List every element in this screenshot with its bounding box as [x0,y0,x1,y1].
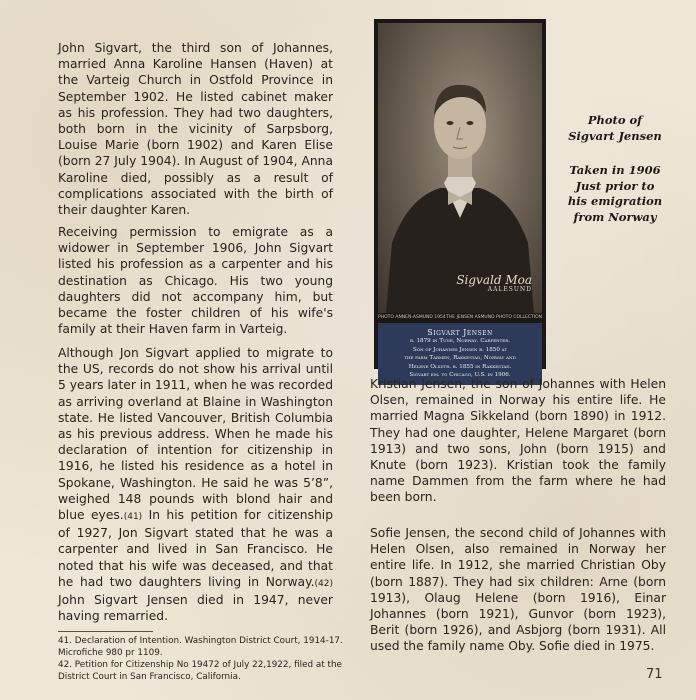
footnote-42: 42. Petition for Citizenship No 19472 of July 22,1922, filed at the District Court in San Francisco, California. [58,660,342,682]
side-note-line: Sigvart Jensen [568,128,662,143]
studio-location: AALESUND [487,286,532,293]
paragraph-john-sigvart-marriage: John Sigvart, the third son of Johannes, married Anna Karoline Hansen (Haven) at the Varteig Church in Ostfold Province in September 1902. He listed cabinet maker as his profession. They had two daughters, both born in the vicinity of Sarpsborg, Louise Marie (born 1902) and Karen Elise (born 27 July 1904). In August of 1904, Anna Karoline died, possibly as a result of complications associated with the birth of their daughter Karen. [58,41,333,218]
photo-caption-line: Sigvart em. to Chicago, U.S. in 1906. [409,372,511,379]
paragraph-arrival-text-a: Although Jon Sigvart applied to migrate to the US, records do not show his arrival until 5 years later in 1911, when he was recorded as arriving overland at Blaine in Washington state. He listed Vancouver, British Columbia as his previous address. When he made his declaration of intention for citizenship in 1916, he listed his residence as a hotel in Spokane, Washington. He said he was 5’8”, weighed 148 pounds with blond hair and blue eyes. [58,346,333,523]
side-note-line: his emigration [567,194,663,208]
paragraph-sofie-jensen: Sofie Jensen, the second child of Johannes with Helen Olsen, also remained in Norway her entire life. In 1912, she married Christian Oby (born 1887). They had six children: Arne (born 1913), Olaug Helene (born 1916), Einar Johannes (born 1921), Gunvor (born 1923), Berit (born 1926), and Asbjorg (born 1931). All used the family name Oby. Sofie died in 1975. [370,526,666,654]
photo-caption-line: b. 1879 in Tune, Norway. Carpenter. [409,338,511,344]
photo-caption-line: the farm Tarmen, Rakkestad, Norway and [404,355,516,362]
side-note-photo-date [565,163,665,225]
side-note-line: Photo of [587,113,643,127]
studio-signature [456,275,532,295]
footnote-ref-42: (42) [314,578,333,589]
paragraph-emigration: Receiving permission to emigrate as a widower in September 1906, John Sigvart listed his profession as a carpenter and his destination as Chicago. His two young daughters did not accompany him, but became the foster children of his wife's family at their Haven farm in Varteig. [58,225,333,337]
paragraph-kristian-jensen: Kristian Jensen, the son of Johannes with Helen Olsen, remained in Norway his entire life. He married Magna Sikkeland (born 1890) in 1912. They had one daughter, Helene Margaret (born 1913) and two sons, John (born 1915) and Knute (born 1923). Kristian took the family name Dammen from the farm where he had been born. [370,377,666,505]
paragraph-arrival-us [58,345,333,624]
footnote-ref-41: (41) [123,512,143,523]
photo-caption-line: Helene Olsdtr. b. 1855 in Rakkestad. [408,363,512,370]
page-number: 71 [646,667,663,682]
photo-credit-left: PHOTO ANNEN-ASMUND 1954 [378,315,446,320]
portrait-illustration [378,23,542,313]
side-note-photo-title [565,113,665,144]
photo-caption-line: Son of Johannes Jensen b. 1850 at [412,346,507,353]
portrait-image [378,23,542,313]
portrait-photo [374,19,546,379]
paragraph-arrival-text-c: John Sigvart Jensen died in 1947, never having remarried. [58,593,333,624]
photo-caption-title: Sigvart Jensen [427,328,493,337]
side-note-line: Just prior to [575,178,655,193]
footnote-41: 41. Declaration of Intention. Washington District Court, 1914-17. Microfiche 980 pr 1109. [58,636,343,658]
side-note-line: from Norway [573,209,657,224]
side-note-line: Taken in 1906 [569,163,661,177]
paragraph-arrival-text-b: In his petition for citizenship of 1927, Jon Sigvart stated that he was a carpenter and lived in San Francisco. He noted that his wife was deceased, and that he had two daughters living in Norway. [58,508,333,589]
footnote-divider [58,631,153,632]
photo-credit-right: THE JENSEN ASMUND PHOTO COLLECTION [446,315,542,320]
photo-credits [378,315,542,320]
studio-signature-name: Sigvald Moa [456,273,532,287]
